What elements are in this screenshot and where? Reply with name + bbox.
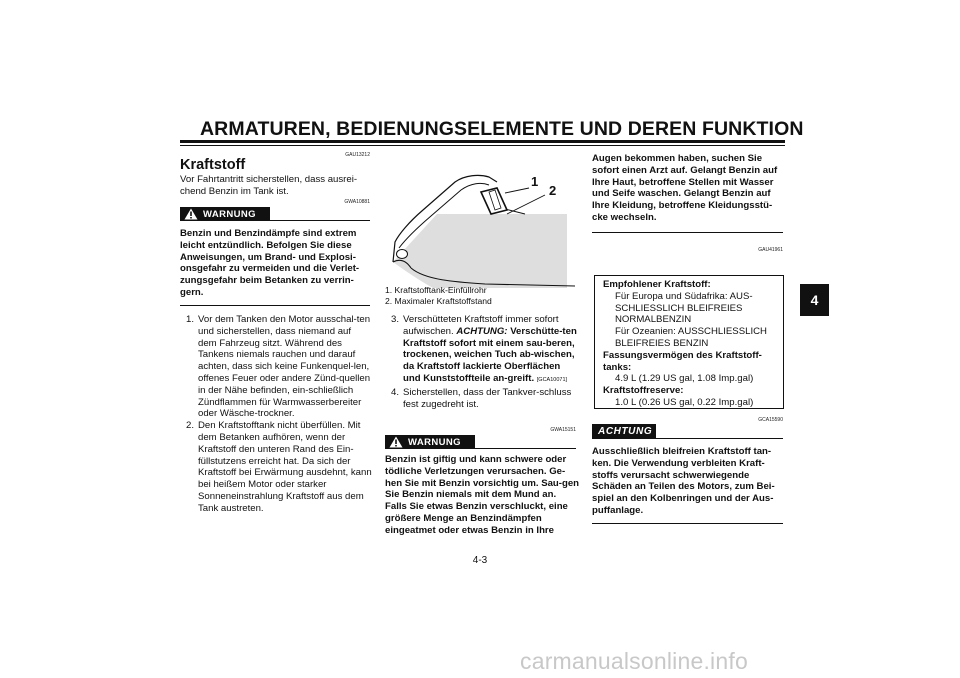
spec-capacity-label: Fassungsvermögen des Kraftstoff-tanks: [603, 349, 762, 373]
step-number: 1. [186, 314, 195, 325]
warning-code: GWA15151 [550, 427, 576, 433]
achtung-end-rule [592, 523, 783, 524]
step-item [385, 314, 580, 387]
warning-rule [471, 448, 576, 449]
warning-label [180, 207, 270, 221]
step-number: 2. [186, 420, 195, 432]
intro-text: Vor Fahrtantritt sicherstellen, dass ausrei-chend Benzin im Tank ist. [180, 174, 358, 197]
warning-end-rule [180, 305, 370, 306]
step-text: Sicherstellen, dass der Tankver-schluss fest zugedreht ist. [403, 386, 572, 410]
achtung-text: Ausschließlich bleifreien Kraftstoff tan-ken. Die Verwendung verbleiten Kraft-stoffs verursacht schwerwiegende Schäden an Teilen des Motors, zum Bei-spiel an den Kolbenringen und der Aus-puffanlage. [592, 446, 775, 516]
achtung-inline-code: [GCA10071] [536, 376, 568, 383]
warning-label-text: WARNUNG [203, 208, 256, 220]
spec-reserve-label: Kraftstoffreserve: [603, 385, 684, 397]
warning-end-rule [592, 232, 783, 233]
spec-recommended-europe: Für Europa und Südafrika: AUS-SCHLIESSLICH BLEIFREIES NORMALBENZIN [615, 290, 753, 326]
achtung-inline-text: Verschütte-ten Kraftstoff sofort mit einem sau-beren, trockenen, weichen Tuch ab-wischen, da Kraftstoff lackierte Oberflächen und Kunststoffteile an-greift. [403, 325, 577, 384]
warning-triangle-icon [389, 436, 403, 448]
step-item [180, 314, 372, 420]
warning-text: Benzin ist giftig und kann schwere oder tödliche Verletzungen verursachen. Ge-hen Sie mit Benzin vorsichtig um. Sau-gen Sie Benzin niemals mit dem Mund an. Falls Sie etwas Benzin verschluckt, eine größere Menge an Benzindämpfen eingeatmet oder etwas Benzin in Ihre [385, 454, 580, 536]
step-number: 4. [391, 386, 400, 398]
fuel-tank-illustration [385, 162, 577, 292]
warning-label-text: WARNUNG [408, 436, 461, 448]
step-text: Verschütteten Kraftstoff immer sofort aufwischen. [403, 314, 559, 337]
spec-capacity-value: 4.9 L (1.29 US gal, 1.08 Imp.gal) [615, 373, 754, 385]
spec-recommended-label: Empfohlener Kraftstoff: [603, 279, 711, 290]
steps-list [180, 314, 372, 515]
step-item [180, 420, 372, 514]
warning-label [385, 435, 475, 449]
chapter-tab[interactable]: 4 [800, 284, 829, 316]
step-text: Vor dem Tanken den Motor ausschal-ten und sicherstellen, dass niemand auf dem Fahrzeug sitzt. Während des Tankens niemals rauchen und darauf achten, dass sich keine Funkenquel-len, offenes Feuer oder andere Zünd-quellen in der Nähe befinden, ein-schließlich Zündflammen für Warmwasserbereiter oder Wäsche-trockner. [198, 314, 371, 420]
header-rule-thick [180, 140, 785, 143]
section-code: GAU13212 [345, 152, 370, 158]
warning-text-continued: Augen bekommen haben, suchen Sie sofort einen Arzt auf. Gelangt Benzin auf Ihre Haut, betroffene Stellen mit Wasser und Seife waschen. Gelangt Benzin auf Ihre Kleidung, betroffene Kleidungsstü-cke wechseln. [592, 153, 778, 223]
warning-rule [266, 220, 370, 221]
section-heading: Kraftstoff [180, 157, 246, 173]
page-header-title: ARMATUREN, BEDIENUNGSELEMENTE UND DEREN FUNKTION [200, 118, 804, 140]
callout-1: 1 [531, 174, 539, 189]
page-number: 4-3 [472, 555, 488, 566]
step-number: 3. [391, 314, 400, 325]
warning-text: Benzin und Benzindämpfe sind extrem leicht entzündlich. Befolgen Sie diese Anweisungen, um Brand- und Explosi-onsgefahr zu vermeiden und die Verlet-zungsgefahr beim Betanken zu verrin-gern. [180, 228, 360, 298]
warning-code: GWA10881 [344, 199, 370, 205]
figure-captions [385, 285, 580, 307]
achtung-code: GCA15590 [758, 417, 783, 423]
watermark: carmanualsonline.info [520, 648, 748, 674]
achtung-inline-label: ACHTUNG: [456, 325, 508, 337]
section-code: GAU41961 [758, 247, 783, 253]
step-item [385, 387, 580, 411]
step-text: Den Kraftstofftank nicht überfüllen. Mit dem Betanken aufhören, wenn der Kraftstoff den unteren Rand des Ein-füllstutzens erreicht hat. Da sich der Kraftstoff bei Erwärmung ausdehnt, kann bei heißem Motor oder starker Sonneneinstrahlung Kraftstoff aus dem Tank austreten. [198, 420, 372, 514]
fuel-spec-box [594, 275, 784, 409]
warning-triangle-icon [184, 208, 198, 220]
spec-reserve-value: 1.0 L (0.26 US gal, 0.22 Imp.gal) [615, 396, 754, 408]
achtung-label: ACHTUNG [592, 424, 656, 439]
caption-item: 2. Maximaler Kraftstoffstand [385, 296, 492, 306]
header-rule-thin [180, 145, 785, 146]
steps-list-continued [385, 314, 580, 410]
caption-item: 1. Kraftstofftank-Einfüllrohr [385, 285, 487, 295]
achtung-rule [650, 438, 783, 439]
spec-recommended-oceania: Für Ozeanien: AUSSCHLIESSLICH BLEIFREIES BENZIN [615, 326, 767, 349]
callout-2: 2 [549, 183, 557, 198]
